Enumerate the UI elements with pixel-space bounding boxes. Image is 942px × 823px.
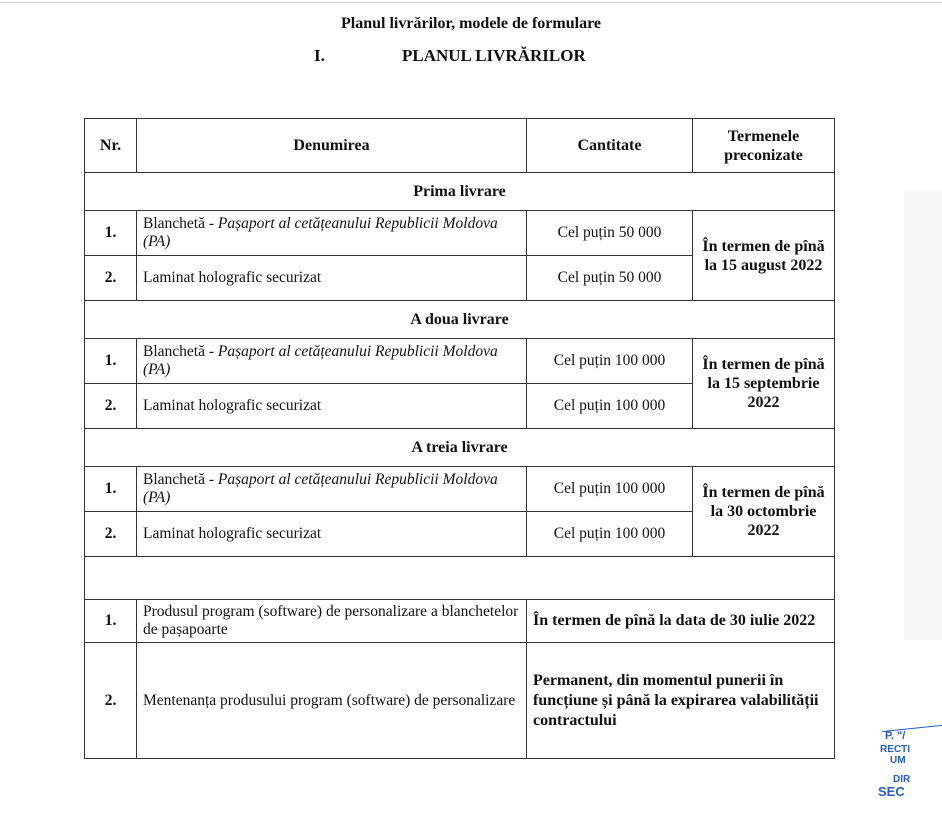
item-quantity: Cel puțin 100 000 — [527, 339, 693, 384]
item-name: Laminat holografic securizat — [137, 256, 527, 301]
delivery-term: În termen de pînă la 15 august 2022 — [693, 211, 835, 301]
section-label: A doua livrare — [85, 301, 835, 339]
stamp-line: DIR — [893, 774, 911, 785]
row-number: 1. — [85, 467, 137, 512]
empty-cell — [85, 557, 835, 600]
header-termenele: Termenele preconizate — [693, 119, 835, 173]
section-row — [85, 173, 835, 211]
table-row — [85, 467, 835, 512]
item-name: Laminat holografic securizat — [137, 384, 527, 429]
item-name-italic: Pașaport al cetățeanului Republicii Moldova (PA) — [143, 471, 498, 506]
table-row — [85, 600, 835, 643]
item-name: Produsul program (software) de personalizare a blanchetelor de pașapoarte — [137, 600, 527, 643]
item-name-plain: Blanchetă - — [143, 471, 218, 488]
item-name-plain: Blanchetă - — [143, 343, 218, 360]
table-row — [85, 643, 835, 759]
software-term: Permanent, din momentul punerii în funcțiune și până la expirarea valabilității contractului — [527, 643, 835, 759]
item-quantity: Cel puțin 100 000 — [527, 384, 693, 429]
section-title: PLANUL LIVRĂRILOR — [402, 46, 586, 65]
table-header-row — [85, 119, 835, 173]
row-number: 2. — [85, 384, 137, 429]
row-number: 2. — [85, 512, 137, 557]
item-name — [137, 211, 527, 256]
row-number: 1. — [85, 339, 137, 384]
table-row — [85, 339, 835, 384]
item-name-plain: Blanchetă - — [143, 215, 218, 232]
item-name — [137, 467, 527, 512]
header-nr: Nr. — [85, 119, 137, 173]
item-name-italic: Pașaport al cetățeanului Republicii Moldova (PA) — [143, 215, 498, 250]
row-number: 2. — [85, 256, 137, 301]
stamp-line: SEC — [878, 784, 905, 799]
row-number: 1. — [85, 211, 137, 256]
item-name: Laminat holografic securizat — [137, 512, 527, 557]
page-top-border — [0, 2, 942, 3]
section-row — [85, 429, 835, 467]
stamp-line: RECTI — [880, 744, 910, 755]
item-quantity: Cel puțin 100 000 — [527, 467, 693, 512]
document-title: Planul livrărilor, modele de formulare — [341, 15, 601, 32]
software-term: În termen de pînă la data de 30 iulie 2022 — [527, 600, 835, 643]
item-name-italic: Pașaport al cetățeanului Republicii Moldova (PA) — [143, 343, 498, 378]
page-edge-shadow — [904, 190, 942, 640]
table-row — [85, 211, 835, 256]
section-row — [85, 301, 835, 339]
delivery-plan-table — [84, 118, 835, 759]
row-number: 1. — [85, 600, 137, 643]
delivery-term: În termen de pînă la 15 septembrie 2022 — [693, 339, 835, 429]
header-denumirea: Denumirea — [137, 119, 527, 173]
stamp-line: UM — [890, 755, 906, 766]
row-number: 2. — [85, 643, 137, 759]
item-quantity: Cel puțin 50 000 — [527, 256, 693, 301]
section-label: Prima livrare — [85, 173, 835, 211]
header-cantitate: Cantitate — [527, 119, 693, 173]
item-quantity: Cel puțin 100 000 — [527, 512, 693, 557]
delivery-term: În termen de pînă la 30 octombrie 2022 — [693, 467, 835, 557]
item-name — [137, 339, 527, 384]
item-name: Mentenanța produsului program (software) de personalizare — [137, 643, 527, 759]
item-quantity: Cel puțin 50 000 — [527, 211, 693, 256]
empty-section-row — [85, 557, 835, 600]
official-stamp — [876, 722, 942, 823]
stamp-line: P. "/ — [885, 730, 906, 742]
section-number: I. — [314, 46, 325, 65]
section-label: A treia livrare — [85, 429, 835, 467]
